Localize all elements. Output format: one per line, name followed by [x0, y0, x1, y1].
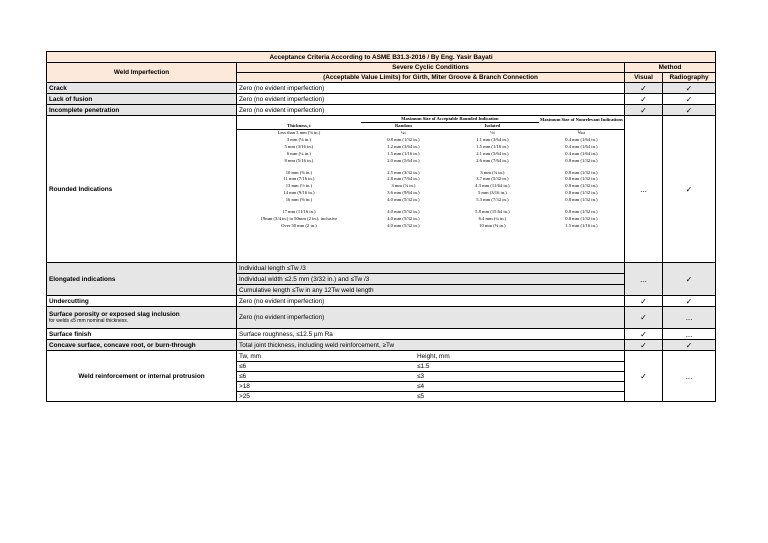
reinforcement-row: ≤6 ≤1.5 [47, 362, 716, 372]
header-visual: Visual [625, 73, 663, 83]
radiography-check-mark: ✓ [663, 263, 716, 296]
visual-check-mark: ✓ [625, 329, 663, 340]
rounded-row: 10 mm (⅜ in.) 2.5 mm (3/32 in.) 3 mm (⅛ in.) 0.8 mm (1/32 in.) [285, 169, 598, 175]
header-acceptable-limits: (Acceptable Value Limits) for Girth, Miter Groove & Branch Connection [237, 73, 625, 83]
row-label-undercutting: Undercutting [47, 296, 237, 307]
rounded-col-isolated: Isolated [446, 123, 539, 130]
criteria-surface-finish: Surface roughness, ≤12.5 µm Ra [237, 329, 625, 340]
radiography-not-applicable: ... [663, 329, 716, 340]
visual-check-mark: ✓ [625, 340, 663, 351]
rounded-row: 11 mm (7/16 in.) 2.8 mm (7/64 in.) 3.7 mm (5/32 in.) 0.8 mm (1/32 in.) [283, 176, 598, 182]
visual-check-mark: ✓ [625, 351, 663, 402]
rounded-formula-row: Less than 3 mm (⅛ in.) ¼t ⅓t ⅒t [277, 130, 586, 135]
rounded-row: 8 mm (5/16 in.) 2.0 mm (5/64 in.) 2.6 mm (7/64 in.) 0.8 mm (1/32 in.) [284, 157, 598, 163]
rounded-group-header: Maximum Size of Acceptable Rounded Indication [361, 116, 539, 123]
row-label-weld-reinforcement: Weld reinforcement or internal protrusion [47, 351, 237, 402]
reinforcement-col-tw: Tw, mm [239, 352, 262, 360]
rounded-row: 13 mm (½ in.) 3 mm (⅛ in.) 4.3 mm (11/64 in.) 0.8 mm (1/32 in.) [285, 183, 598, 189]
criteria-lack-of-fusion: Zero (no evident imperfection) [237, 94, 625, 105]
table-row [47, 329, 716, 340]
radiography-check-mark: ✓ [663, 116, 716, 263]
radiography-not-applicable: ... [663, 307, 716, 329]
reinforcement-row: >25 ≤5 [47, 392, 716, 402]
table-row [47, 263, 716, 274]
radiography-check-mark: ✓ [663, 83, 716, 94]
reinforcement-row: >18 ≤4 [47, 382, 716, 392]
row-label-surface-finish: Surface finish [47, 329, 237, 340]
visual-check-mark: ✓ [625, 83, 663, 94]
rounded-row: 16 mm (⅝ in.) 4.0 mm (5/32 in.) 5.3 mm (7/32 in.) 0.8 mm (1/32 in.) [285, 197, 598, 203]
header-weld-imperfection: Weld Imperfection [47, 63, 237, 83]
rounded-indications-table-cell [237, 116, 625, 263]
criteria-undercutting: Zero (no evident imperfection) [237, 296, 625, 307]
criteria-crack: Zero (no evident imperfection) [237, 83, 625, 94]
row-note-surface-porosity: for welds ≤5 mm nominal thickness. [49, 317, 129, 324]
radiography-check-mark: ✓ [663, 340, 716, 351]
table-row [47, 94, 716, 105]
visual-not-applicable: ... [625, 116, 663, 263]
table-title: Acceptance Criteria According to ASME B31.3-2016 / By Eng. Yasir Bayati [47, 52, 716, 63]
rounded-nonrelevant-header: Maximum Size of Nonrelevant Indications [539, 116, 623, 122]
table-row [47, 307, 716, 329]
rounded-col-random: Random [361, 123, 446, 130]
visual-check-mark: ✓ [625, 307, 663, 329]
rounded-row: 6 mm (¼ in.) 1.5 mm (1/16 in.) 2.1 mm (5/64 in.) 0.4 mm (1/64 in.) [286, 150, 598, 156]
rounded-row: 5 mm (3/16 in.) 1.2 mm (3/64 in.) 1.5 mm (1/16 in.) 0.4 mm (1/64 in.) [284, 143, 598, 149]
table-row [47, 351, 716, 362]
criteria-elongated-length: Individual length ≤Tw /3 [237, 263, 625, 274]
criteria-incomplete-penetration: Zero (no evident imperfection) [237, 105, 625, 116]
rounded-row: Over 50 mm (2 in.) 4.0 mm (5/32 in.) 10 mm (⅜ in.) 1.5 mm (1/16 in.) [281, 222, 598, 228]
rounded-row: 14 mm (9/16 in.) 3.6 mm (9/64 in.) 5 mm (3/16 in.) 0.8 mm (1/32 in.) [283, 190, 598, 196]
rounded-row: 17 mm (11/16 in.) 4.0 mm (5/32 in.) 5.8 mm (15.64 in.) 0.8 mm (1/32 in.) [282, 209, 598, 215]
table-row [47, 116, 716, 263]
radiography-check-mark: ✓ [663, 296, 716, 307]
criteria-concave-surface: Total joint thickness, including weld reinforcement, ≥Tw [237, 340, 625, 351]
table-row [47, 83, 716, 94]
row-label-concave-surface: Concave surface, concave root, or burn-through [47, 340, 237, 351]
row-label-elongated-indications: Elongated indications [47, 263, 237, 296]
table-row [47, 340, 716, 351]
acceptance-criteria-table [46, 51, 716, 402]
row-label-incomplete-penetration: Incomplete penetration [47, 105, 237, 116]
table-row [47, 105, 716, 116]
header-conditions: Severe Cyclic Conditions [237, 63, 625, 73]
radiography-check-mark: ✓ [663, 105, 716, 116]
row-label-rounded-indications: Rounded Indications [47, 116, 237, 263]
acceptance-criteria-sheet [46, 51, 715, 402]
visual-not-applicable: ... [625, 263, 663, 296]
header-radiography: Radiography [663, 73, 716, 83]
rounded-row: 19mm (3/4 in.) to 50mm (2 in.), inclusive 4.0 mm (5/32 in.) 6.4 mm (¼ in.) 0.8 mm (1/32 in.) [260, 215, 598, 221]
radiography-not-applicable: ... [663, 351, 716, 402]
header-method: Method [625, 63, 716, 73]
visual-check-mark: ✓ [625, 94, 663, 105]
rounded-indications-table [237, 116, 624, 230]
visual-check-mark: ✓ [625, 296, 663, 307]
criteria-elongated-cumulative: Cumulative length ≤Tw in any 12Tw weld length [237, 285, 625, 296]
reinforcement-col-height: Height, mm [417, 352, 450, 360]
radiography-check-mark: ✓ [663, 94, 716, 105]
reinforcement-row: ≤6 ≤3 [47, 372, 716, 382]
rounded-row: 3 mm (⅛ in.) 0.8 mm (1/32 in.) 1.1 mm (3/64 in.) 0.4 mm (1/64 in.) [286, 136, 598, 142]
visual-check-mark: ✓ [625, 105, 663, 116]
criteria-elongated-width: Individual width ≤2.5 mm (3/32 in.) and ≤Tw /3 [237, 274, 625, 285]
row-label-lack-of-fusion: Lack of fusion [47, 94, 237, 105]
criteria-surface-porosity: Zero (no evident imperfection) [237, 307, 625, 329]
row-label-crack: Crack [47, 83, 237, 94]
table-row [47, 296, 716, 307]
row-label-surface-porosity: Surface porosity or exposed slag inclusion [49, 310, 180, 318]
rounded-col-thickness: Thickness, t [237, 123, 361, 130]
